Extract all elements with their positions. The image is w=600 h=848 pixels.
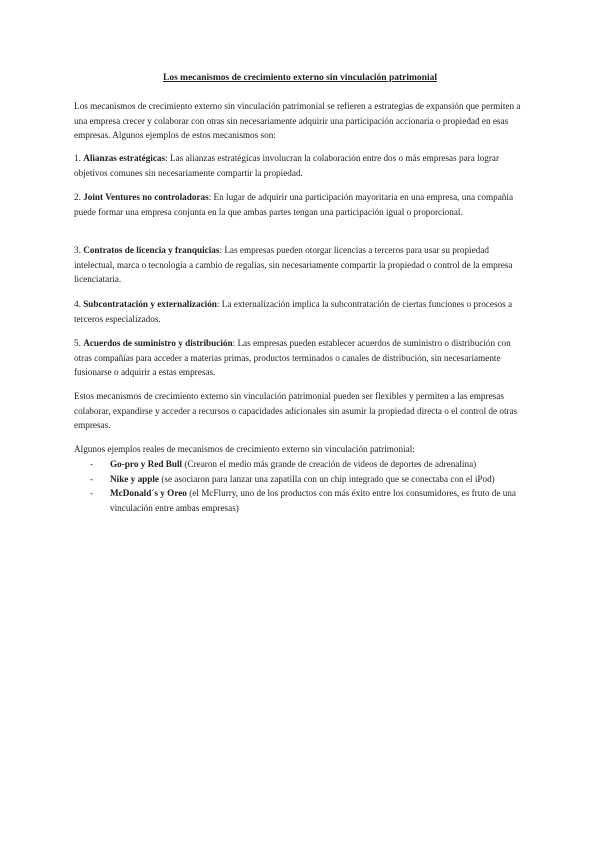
example-item-2 [74, 472, 526, 487]
mechanism-term: Alianzas estratégicas [83, 153, 166, 163]
example-item-1 [74, 457, 526, 472]
mechanism-item-3 [74, 243, 526, 287]
example-description: (el McFlurry, uno de los productos con más éxito entre los consumidores, es fruto de una vinculación entre ambas empresas) [110, 488, 516, 513]
example-description: (se asociaron para lanzar una zapatilla con un chip integrado que se conectaba con el iPod) [159, 473, 495, 484]
mechanism-number: 1. [74, 153, 81, 163]
examples-list [74, 457, 526, 515]
example-description: (Crearon el medio más grande de creación de videos de deportes de adrenalina) [182, 459, 477, 469]
mechanism-description: : En lugar de adquirir una participación mayoritaria en una empresa, una compañía puede formar una empresa conjunta en la que ambas partes tengan una participación igual o proporcional. [74, 192, 514, 217]
intro-paragraph: Los mecanismos de crecimiento externo sin vinculación patrimonial se refieren a estrategias de expansión que permiten a una empresa crecer y colaborar con otras sin necesariamente adquirir una participación accionaria o propiedad en esas empresas. Algunos ejemplos de estos mecanismos son: [74, 101, 521, 140]
mechanism-term: Subcontratación y externalización [83, 299, 217, 309]
document-title: Los mecanismos de crecimiento externo sin vinculación patrimonial [163, 73, 437, 83]
example-term: Nike y apple [110, 473, 160, 484]
examples-intro: Algunos ejemplos reales de mecanismos de crecimiento externo sin vinculación patrimonial: [74, 444, 415, 454]
mechanism-item-1 [74, 151, 526, 180]
conclusion-paragraph: Estos mecanismos de crecimiento externo sin vinculación patrimonial pueden ser flexibles y permiten a las empresas colaborar, expandirse y acceder a recursos o capacidades adicionales sin asumir la propiedad directa o el control de otras empresas. [74, 391, 518, 430]
mechanism-term: Acuerdos de suministro y distribución [83, 338, 233, 348]
bullet-dash: - [90, 459, 94, 469]
bullet-dash: - [90, 488, 94, 498]
mechanism-item-4 [74, 297, 526, 326]
example-item-3 [74, 486, 526, 515]
mechanism-term: Joint Ventures no controladoras [83, 192, 209, 202]
mechanism-number: 5. [74, 338, 81, 348]
mechanism-number: 3. [74, 245, 81, 255]
example-term: Go-pro y Red Bull [110, 459, 183, 469]
mechanism-description: : Las empresas pueden otorgar licencias a terceros para usar su propiedad intelectual, marca o tecnología a cambio de regalías, sin necesariamente compartir la propiedad o control de la empresa licenciataria. [74, 245, 513, 284]
mechanism-description: : Las alianzas estratégicas involucran la colaboración entre dos o más empresas para lograr objetivos comunes sin necesariamente compartir la propiedad. [74, 153, 500, 178]
mechanism-description: : La externalización implica la subcontratación de ciertas funciones o procesos a terceros especializados. [74, 299, 513, 324]
mechanism-term: Contratos de licencia y franquicias [83, 245, 220, 255]
mechanism-description: : Las empresas pueden establecer acuerdos de suministro o distribución con otras compañías para acceder a materias primas, productos terminados o canales de distribución, sin necesariamente fusionarse o adquirir a estas empresas. [74, 338, 511, 377]
bullet-dash: - [90, 473, 94, 484]
mechanism-number: 2. [74, 192, 81, 202]
mechanism-item-5 [74, 336, 526, 380]
mechanism-item-2 [74, 190, 526, 219]
mechanism-number: 4. [74, 299, 81, 309]
example-term: McDonald´s y Oreo [110, 488, 187, 498]
